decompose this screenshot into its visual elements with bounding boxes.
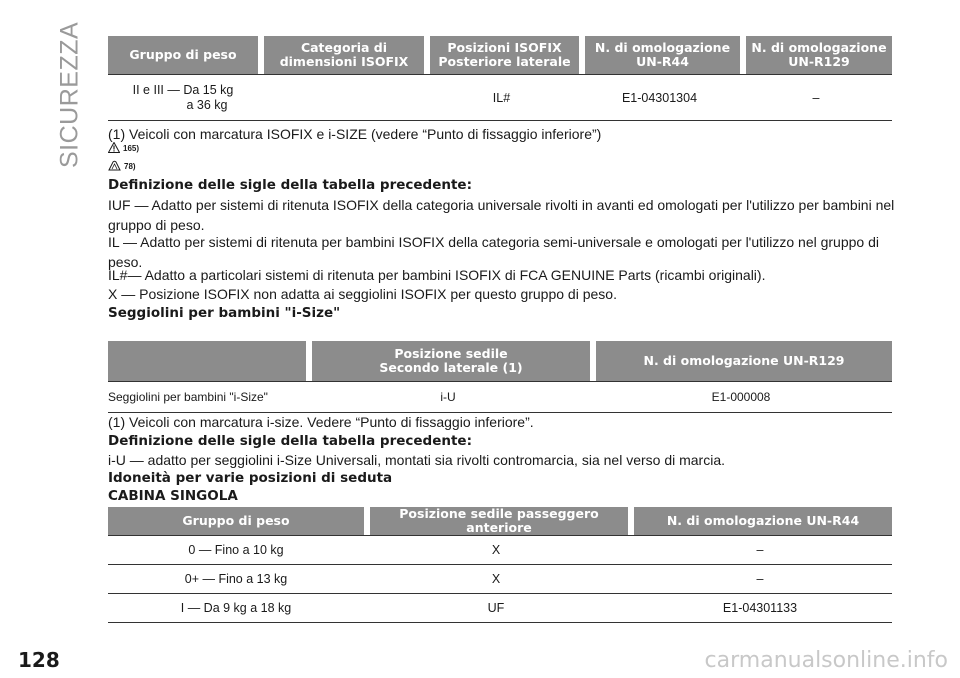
header-weight-group: Gruppo di peso: [108, 36, 258, 74]
cell-seat-position: i-U: [306, 381, 590, 413]
footnote-isize: (1) Veicoli con marcatura i-size. Vedere “Punto di fissaggio inferiore”.: [108, 414, 534, 430]
heading-isize: Seggiolini per bambini "i-Size": [108, 305, 341, 321]
cell-r44: E1-04301304: [579, 74, 740, 121]
cell-weight-group: 0+ — Fino a 13 kg: [108, 565, 364, 594]
single-cab-table: [108, 507, 892, 623]
heading-definitions-2: Definizione delle sigle della tabella precedente:: [108, 433, 472, 449]
heading-single-cab: CABINA SINGOLA: [108, 488, 238, 504]
table-row: [108, 381, 892, 413]
table-row: [108, 594, 892, 623]
heading-definitions-1: Definizione delle sigle della tabella precedente:: [108, 177, 472, 193]
cell-seat-position: UF: [364, 594, 628, 623]
warning-reference-2: [108, 160, 136, 171]
cell-weight-group: I — Da 9 kg a 18 kg: [108, 594, 364, 623]
caution-hand-icon: [108, 160, 121, 171]
warning-ref-number: 78): [124, 162, 136, 171]
header-r129: N. di omologazione UN-R129: [740, 36, 892, 74]
isofix-table: [108, 36, 892, 121]
cell-r129: E1-000008: [590, 381, 892, 413]
table-row: [108, 535, 892, 565]
cell-weight-group: II e III — Da 15 kg a 36 kg: [108, 74, 258, 121]
cell-r44: –: [628, 565, 892, 594]
definition-il: IL — Adatto per sistemi di ritenuta per bambini ISOFIX della categoria semi-universale e omologati per l'utilizzo nel gruppo di peso.: [108, 234, 879, 270]
cell-isofix-position: IL#: [424, 74, 579, 121]
header-passenger-seat-position: Posizione sedile passeggero anteriore: [364, 507, 628, 535]
definition-iuf: IUF — Adatto per sistemi di ritenuta ISOFIX della categoria universale rivolti in avanti ed omologati per l'utilizzo per bambini nel gruppo di peso.: [108, 197, 895, 233]
warning-triangle-icon: [108, 142, 120, 153]
isize-table: [108, 341, 892, 413]
cell-seat-position: X: [364, 535, 628, 565]
cell-size-category: [258, 74, 424, 121]
footnote-isofix: (1) Veicoli con marcatura ISOFIX e i-SIZE (vedere “Punto di fissaggio inferiore”): [108, 126, 602, 142]
warning-reference-1: [108, 142, 139, 153]
definition-x: X — Posizione ISOFIX non adatta ai seggiolini ISOFIX per questo gruppo di peso.: [108, 286, 617, 302]
table-row: [108, 74, 892, 121]
header-r44: N. di omologazione UN-R44: [628, 507, 892, 535]
header-isofix-position: Posizioni ISOFIX Posteriore laterale: [424, 36, 579, 74]
header-empty: [108, 341, 306, 381]
header-r44: N. di omologazione UN-R44: [579, 36, 740, 74]
page-number: 128: [18, 648, 60, 672]
warning-ref-number: 165): [123, 144, 140, 153]
definition-iu: i-U — adatto per seggiolini i-Size Universali, montati sia rivolti contromarcia, sia nel verso di marcia.: [108, 452, 726, 468]
table-header-row: [108, 341, 892, 381]
header-size-category: Categoria di dimensioni ISOFIX: [258, 36, 424, 74]
table-row: [108, 565, 892, 594]
table-header-row: [108, 36, 892, 74]
definition-il-hash: IL#— Adatto a particolari sistemi di ritenuta per bambini ISOFIX di FCA GENUINE Parts (ricambi originali).: [108, 267, 766, 283]
cell-seat-type: Seggiolini per bambini "i-Size": [108, 381, 306, 413]
cell-r129: –: [740, 74, 892, 121]
cell-r44: –: [628, 535, 892, 565]
cell-r44: E1-04301133: [628, 594, 892, 623]
cell-seat-position: X: [364, 565, 628, 594]
section-label: SICUREZZA: [55, 21, 84, 169]
header-r129: N. di omologazione UN-R129: [590, 341, 892, 381]
cell-weight-group: 0 — Fino a 10 kg: [108, 535, 364, 565]
header-weight-group: Gruppo di peso: [108, 507, 364, 535]
heading-seating-suitability: Idoneità per varie posizioni di seduta: [108, 470, 393, 486]
header-seat-position: Posizione sedile Secondo laterale (1): [306, 341, 590, 381]
table-header-row: [108, 507, 892, 535]
watermark: carmanualsonline.info: [704, 648, 948, 673]
